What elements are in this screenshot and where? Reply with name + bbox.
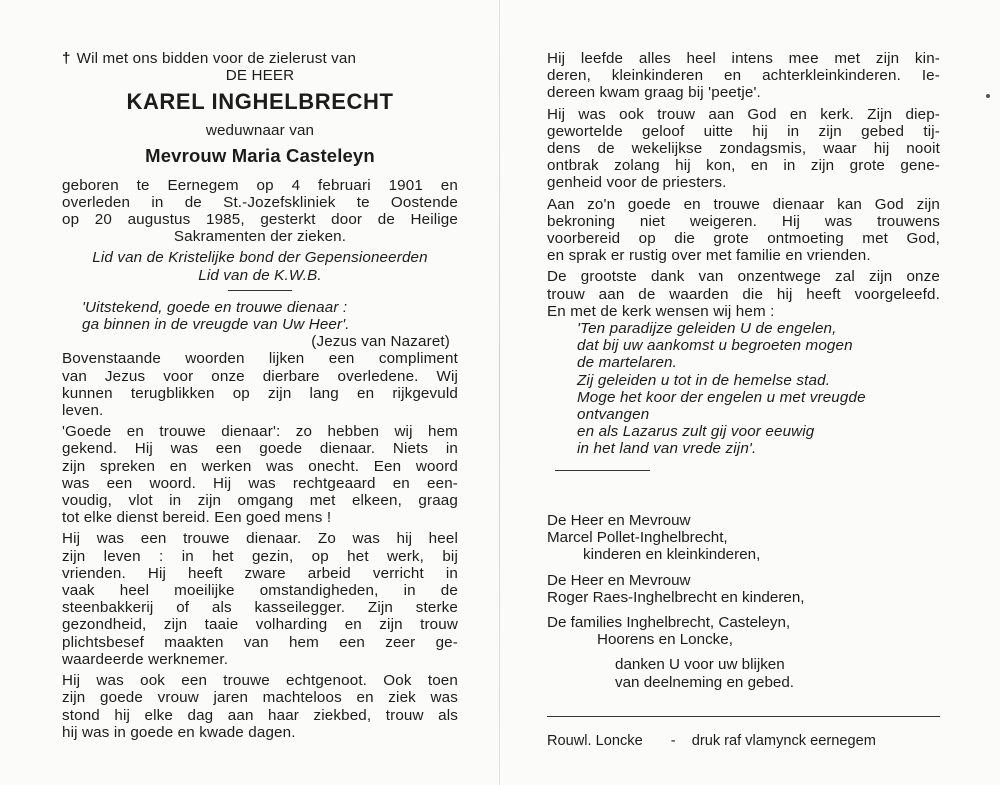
birth-line-1: geboren te Eernegem op 4 februari 1901 en	[62, 176, 458, 194]
family1-title: De Heer en Mevrouw	[547, 512, 691, 529]
p3-line: vrienden. Hij heeft zware arbeid verricht in	[62, 564, 458, 582]
divider	[228, 290, 292, 291]
prayer-line: ontvangen	[577, 406, 650, 424]
printer-footer	[547, 733, 940, 750]
thanks-line-2: van deelneming en gebed.	[615, 673, 795, 691]
p1-line: Bovenstaande woorden lijken een compliment	[62, 350, 458, 368]
r2-line: dens de wekelijkse zondagsmis, waar hij nooit	[547, 140, 940, 158]
prayer-line: dat bij uw aankomst u begroeten mogen	[577, 337, 853, 355]
p2-line: 'Goede en trouwe dienaar': zo hebben wij hem	[62, 423, 458, 441]
wife-name: Mevrouw Maria Casteleyn	[145, 144, 375, 166]
p2-line: gekend. Hij was een goede dienaar. Niets in	[62, 440, 458, 458]
p3-line: steenbakkerij of als kasseilegger. Zijn sterke	[62, 599, 458, 617]
prayer-line: 'Ten paradijze geleiden U de engelen,	[577, 320, 837, 338]
quote-source: (Jezus van Nazaret)	[311, 333, 450, 351]
family2-name: Roger Raes-Inghelbrecht en kinderen,	[547, 588, 805, 606]
family3-names-2: Hoorens en Loncke,	[597, 631, 733, 649]
footer-left: Rouwl. Loncke	[547, 733, 643, 749]
p3-line: Hij was een trouwe dienaar. Zo was hij heel	[62, 530, 458, 548]
p4-line: hij was in goede en kwade dagen.	[62, 723, 296, 741]
r4-line: En met de kerk wensen wij hem :	[547, 302, 775, 320]
r3-line: Aan zo'n goede en trouwe dienaar kan God zijn	[547, 195, 940, 213]
p3-line: plichtsbesef maakten van hem een zeer ge-	[62, 633, 458, 651]
family3-names: De families Inghelbrecht, Casteleyn,	[547, 614, 791, 632]
prayer-line: in het land van vrede zijn'.	[577, 440, 757, 458]
birth-line-4: Sakramenten der zieken.	[173, 228, 347, 246]
p1-line: van Jezus voor onze dierbare overledene. Wij	[62, 367, 458, 385]
intro-line	[62, 50, 458, 67]
r4-line: trouw aan de waarden die hij heeft voorgeleefd.	[547, 285, 940, 303]
prayer-line: de martelaren.	[577, 354, 678, 372]
deceased-name: KAREL INGHELBRECHT	[126, 89, 394, 115]
family2-title: De Heer en Mevrouw	[547, 571, 691, 589]
p3-line: waardeerde werknemer.	[62, 650, 229, 668]
r1-line: deren, kleinkinderen en achterkleinkinderen. Ie-	[547, 67, 940, 85]
prayer-line: Moge het koor der engelen u met vreugde	[577, 388, 866, 406]
p4-line: Hij was ook een trouwe echtgenoot. Ook toen	[62, 672, 458, 690]
p2-line: tot elke dienst bereid. Een goed mens !	[62, 509, 332, 527]
quote-line-1: 'Uitstekend, goede en trouwe dienaar :	[82, 298, 348, 316]
prayer-line: en als Lazarus zult gij voor eeuwig	[577, 423, 815, 441]
prayer-line: Zij geleiden u tot in de hemelse stad.	[577, 371, 831, 389]
family-thanks	[547, 512, 940, 691]
r2-line: Hij was ook trouw aan God en kerk. Zijn diep-	[547, 105, 940, 123]
birth-line-3: op 20 augustus 1985, gesterkt door de Heilige	[62, 211, 458, 229]
r4-line: De grootste dank van onzentwege zal zijn onze	[547, 268, 940, 286]
p2-line: zijn spreken en werken was onecht. Een woord	[62, 457, 458, 475]
p3-line: gezondheid, zijn taaie volharding en zijn trouw	[62, 616, 458, 634]
r3-line: voorbereid op die grote ontmoeting met God,	[547, 230, 940, 248]
membership-1: Lid van de Kristelijke bond der Gepensioneerden	[92, 249, 428, 267]
r2-line: gewortelde geloof uitte hij in zijn gebed tij-	[547, 122, 940, 140]
right-page	[547, 50, 940, 471]
r2-line: genheid voor de priesters.	[547, 174, 727, 192]
p3-line: vaak heel moeilijke omstandigheden, in de	[62, 582, 458, 600]
p1-line: kunnen terugblikken op zijn lang en rijkgevuld	[62, 384, 458, 402]
footer-right: druk raf vlamynck eernegem	[691, 733, 876, 749]
p2-line: voudig, vlot in zijn omgang met elkeen, graag	[62, 492, 458, 510]
quote-line-2: ga binnen in de vreugde van Uw Heer'.	[82, 316, 350, 334]
membership-2: Lid van de K.W.B.	[198, 266, 322, 284]
thanks-line-1: danken U voor uw blijken	[615, 656, 785, 674]
widower-of: weduwnaar van	[205, 122, 315, 140]
center-fold	[499, 0, 500, 785]
left-page	[62, 50, 458, 741]
footer-sep: -	[670, 733, 676, 749]
divider	[555, 470, 650, 471]
footer-rule	[547, 716, 940, 717]
r2-line: ontbrak zolang hij kon, en in zijn grote gene-	[547, 157, 940, 175]
intro-text: Wil met ons bidden voor de zielerust van	[76, 50, 357, 67]
title-heer: DE HEER	[225, 67, 295, 85]
p3-line: zijn leven : in het gezin, op het werk, bij	[62, 547, 458, 565]
p1-line: leven.	[62, 402, 104, 420]
p4-line: zijn goede vrouw jaren machteloos en ziek was	[62, 689, 458, 707]
r1-line: Hij leefde alles heel intens mee met zijn kin-	[547, 50, 940, 67]
p4-line: stond hij elke dag aan haar ziekbed, trouw als	[62, 706, 458, 724]
p2-line: was een woord. Hij was rechtgeaard en een-	[62, 474, 458, 492]
r3-line: bekroning niet weigeren. Hij was trouwens	[547, 212, 940, 230]
r3-line: en sprak er rustig over met familie en vrienden.	[547, 247, 871, 265]
cross-icon: †	[62, 50, 71, 67]
edge-mark	[986, 94, 990, 98]
birth-line-2: overleden in de St.-Jozefskliniek te Oostende	[62, 193, 458, 211]
r1-line: dereen kwam graag bij 'peetje'.	[547, 84, 761, 102]
family1-name: Marcel Pollet-Inghelbrecht,	[547, 529, 728, 547]
family1-children: kinderen en kleinkinderen,	[583, 546, 761, 564]
